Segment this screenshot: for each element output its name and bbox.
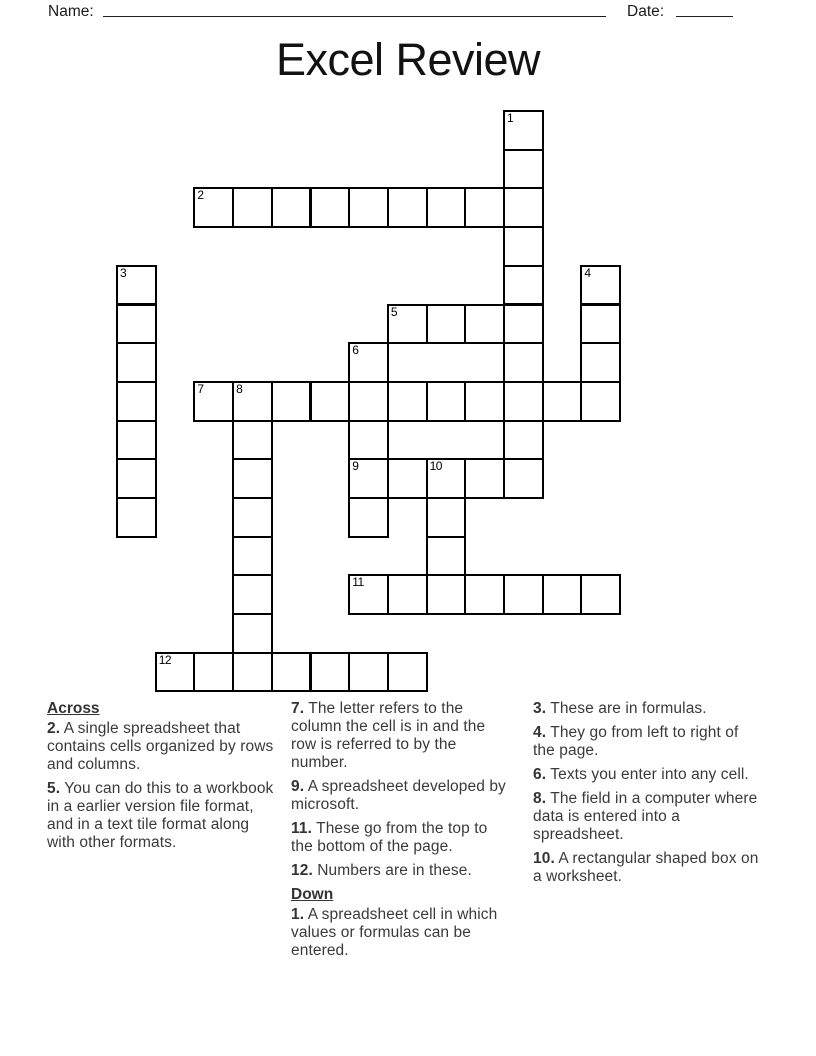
grid-cell[interactable] — [503, 226, 544, 267]
grid-cell[interactable] — [116, 342, 157, 383]
grid-cell[interactable] — [464, 187, 505, 228]
page-title: Excel Review — [275, 34, 541, 85]
grid-cell[interactable] — [116, 497, 157, 538]
grid-cell[interactable] — [464, 381, 505, 422]
clue-number-label: 10 — [429, 459, 442, 474]
grid-cell[interactable] — [116, 381, 157, 422]
clue-across-11: 11. These go from the top to the bottom of the page. — [291, 820, 488, 855]
grid-cell[interactable] — [580, 304, 621, 345]
grid-cell[interactable] — [232, 536, 273, 577]
grid-cell[interactable] — [426, 304, 467, 345]
clues-column-2 — [291, 700, 507, 966]
grid-cell[interactable] — [232, 497, 273, 538]
grid-cell[interactable] — [348, 420, 389, 461]
grid-cell[interactable] — [503, 149, 544, 190]
clue-number-label: 9 — [352, 459, 359, 474]
grid-cell-12[interactable] — [155, 652, 196, 693]
clue-across-7: 7. The letter refers to the column the cell is in and the row is referred to by the number. — [291, 700, 486, 771]
grid-cell[interactable] — [387, 381, 428, 422]
name-label: Name: — [48, 3, 94, 20]
grid-cell[interactable] — [503, 420, 544, 461]
grid-cell[interactable] — [542, 381, 583, 422]
clue-down-8: 8. The field in a computer where data is entered into a spreadsheet. — [533, 790, 758, 843]
clue-number-label: 5 — [390, 304, 398, 319]
grid-cell[interactable] — [116, 420, 157, 461]
grid-cell[interactable] — [348, 497, 389, 538]
grid-cell[interactable] — [542, 574, 583, 615]
grid-cell[interactable] — [464, 574, 505, 615]
grid-cell-9[interactable] — [348, 458, 389, 499]
grid-cell-11[interactable] — [348, 574, 389, 615]
grid-cell[interactable] — [232, 613, 273, 654]
grid-cell[interactable] — [348, 187, 389, 228]
clue-number: 8. — [533, 790, 547, 807]
clue-number-label: 11 — [352, 575, 364, 590]
grid-cell-8[interactable] — [232, 381, 273, 422]
clues-column-1 — [47, 700, 281, 858]
grid-cell[interactable] — [310, 652, 351, 693]
clue-across-2: 2. A single spreadsheet that contains cells organized by rows and columns. — [47, 720, 274, 773]
clue-number: 4. — [533, 724, 547, 741]
clue-down-10: 10. A rectangular shaped box on a worksheet. — [533, 850, 759, 885]
clues-column-3 — [533, 700, 763, 892]
grid-cell[interactable] — [232, 458, 273, 499]
clue-across-5: 5. You can do this to a workbook in a earlier version file format, and in a text tile format along with other formats. — [47, 780, 274, 851]
grid-cell[interactable] — [232, 187, 273, 228]
across-heading: Across — [47, 700, 100, 717]
clue-down-3: 3. These are in formulas. — [533, 700, 707, 717]
grid-cell[interactable] — [426, 381, 467, 422]
grid-cell[interactable] — [232, 420, 273, 461]
grid-cell-5[interactable] — [387, 304, 428, 345]
clue-number: 5. — [47, 780, 61, 797]
clue-number-label: 2 — [197, 188, 204, 203]
grid-cell[interactable] — [116, 304, 157, 345]
grid-cell[interactable] — [503, 574, 544, 615]
clue-number-label: 1 — [507, 111, 514, 125]
grid-cell[interactable] — [271, 381, 312, 422]
clue-number-label: 7 — [197, 381, 204, 396]
grid-cell[interactable] — [426, 497, 467, 538]
clue-number: 2. — [47, 720, 61, 737]
grid-cell[interactable] — [426, 187, 467, 228]
grid-cell-2[interactable] — [193, 187, 234, 228]
clue-number-label: 12 — [158, 652, 172, 667]
grid-cell[interactable] — [387, 187, 428, 228]
grid-cell[interactable] — [426, 536, 467, 577]
clue-number: 6. — [533, 766, 547, 783]
clue-number: 3. — [533, 700, 547, 717]
clue-number: 10. — [533, 850, 555, 867]
grid-cell[interactable] — [580, 342, 621, 383]
grid-cell-3[interactable] — [116, 265, 157, 306]
grid-cell[interactable] — [387, 458, 428, 499]
clue-down-4: 4. They go from left to right of the page. — [533, 724, 739, 759]
clue-number: 11. — [291, 820, 312, 837]
clue-across-12: 12. Numbers are in these. — [291, 862, 472, 879]
clue-down-6: 6. Texts you enter into any cell. — [533, 766, 749, 783]
grid-cell[interactable] — [232, 652, 273, 693]
grid-cell[interactable] — [503, 458, 544, 499]
grid-cell[interactable] — [348, 381, 389, 422]
clue-across-9: 9. A spreadsheet developed by microsoft. — [291, 778, 506, 813]
grid-cell[interactable] — [503, 304, 544, 345]
grid-cell[interactable] — [271, 652, 312, 693]
grid-cell[interactable] — [426, 574, 467, 615]
grid-cell-1[interactable] — [503, 110, 544, 151]
clue-number-label: 4 — [584, 265, 591, 280]
date-label: Date: — [627, 3, 665, 20]
grid-cell[interactable] — [116, 458, 157, 499]
grid-cell-7[interactable] — [193, 381, 234, 422]
clue-number: 1. — [291, 906, 305, 923]
grid-cell[interactable] — [503, 265, 544, 306]
grid-cell[interactable] — [232, 574, 273, 615]
clue-number: 7. — [291, 700, 305, 717]
grid-cell[interactable] — [193, 652, 234, 693]
grid-cell-4[interactable] — [580, 265, 621, 306]
grid-cell[interactable] — [271, 187, 312, 228]
grid-cell-10[interactable] — [426, 458, 467, 499]
grid-cell[interactable] — [580, 574, 621, 615]
clue-number-label: 8 — [236, 381, 243, 396]
grid-cell[interactable] — [387, 574, 428, 615]
grid-cell[interactable] — [503, 342, 544, 383]
clue-number: 12. — [291, 862, 313, 879]
clue-number-label: 6 — [352, 343, 359, 358]
down-heading: Down — [291, 886, 334, 903]
grid-cell-6[interactable] — [348, 342, 389, 383]
grid-cell[interactable] — [310, 187, 351, 228]
grid-cell[interactable] — [387, 652, 428, 693]
clue-number: 9. — [291, 778, 305, 795]
grid-cell[interactable] — [503, 381, 544, 422]
grid-cell[interactable] — [464, 458, 505, 499]
clue-down-1: 1. A spreadsheet cell in which values or formulas can be entered. — [291, 906, 498, 959]
grid-cell[interactable] — [348, 652, 389, 693]
grid-cell[interactable] — [580, 381, 621, 422]
grid-cell[interactable] — [464, 304, 505, 345]
grid-cell[interactable] — [310, 381, 351, 422]
grid-cell[interactable] — [503, 187, 544, 228]
clue-number-label: 3 — [120, 265, 127, 280]
